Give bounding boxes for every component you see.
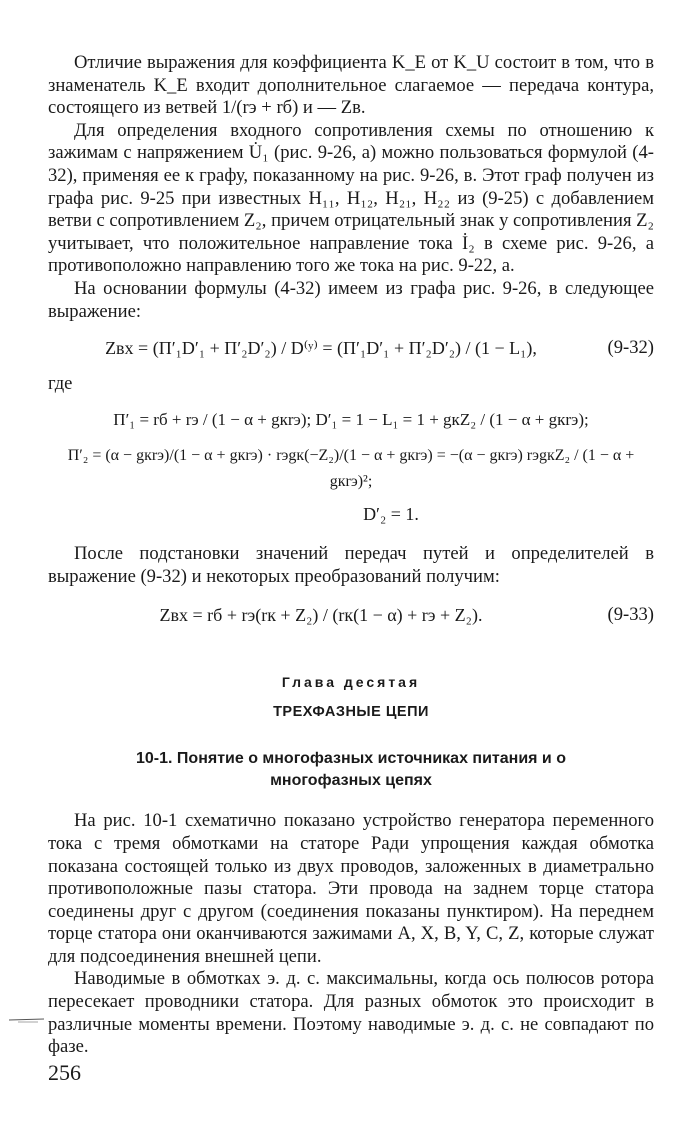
paragraph-2: Для определения входного сопротивления схемы по отношению к зажимам с напряжением U̇₁ (рис. 9-26, а) можно пользоваться формулой (4-32), применяя ее к графу, показанному на рис. 9-26, в. Этот граф получен из графа рис. 9-25 при известных H₁₁, H₁₂, H₂₁, H₂₂ из (9-25) с добавлением ветви с сопротивлением Z₂, причем отрицательный знак у сопротивления Z₂ учитывает, что положительное направление тока İ₂ в схеме рис. 9-26, а противоположно направлению того же тока на рис. 9-22, а. [48,119,654,277]
equation-pi2: П′₂ = (α − gкrэ)/(1 − α + gкrэ) · rэgк(−Z₂)/(1 − α + gкrэ) = −(α − gкrэ) rэgкZ₂ / (1 − α + gкrэ)²; [67,447,635,491]
paragraph-3: На основании формулы (4-32) имеем из графа рис. 9-26, в следующее выражение: [48,277,654,322]
chapter-label: Глава десятая [281,674,421,691]
paragraph-6: Наводимые в обмотках э. д. с. максимальны, когда ось полюсов ротора пересекает проводники статора. Для разных обмоток это происходит в различные моменты времени. Поэтому наводимые э. д. с. не совпадают по фазе. [48,968,654,1058]
equation-9-32 [48,335,654,361]
equation-d2: D′₂ = 1. [363,504,419,525]
page-body [48,52,654,1059]
equation-9-32-number: (9-32) [607,337,654,359]
equation-pi1: П′₁ = rб + rэ / (1 − α + gкrэ); D′₁ = 1 − L₁ = 1 + gкZ₂ / (1 − α + gкrэ); [113,410,589,430]
chapter-title: ТРЕХФАЗНЫЕ ЦЕПИ [273,704,429,721]
equation-9-33 [48,602,654,628]
paragraph-4: После подстановки значений передач путей и определителей в выражение (9-32) и некоторых преобразований получим: [48,543,654,587]
equation-9-33-body: Zвх = rб + rэ(rк + Z₂) / (rк(1 − α) + rэ + Z₂). [159,605,483,626]
equation-9-33-number: (9-33) [607,604,654,626]
paragraph-5: На рис. 10-1 схематично показано устройство генератора переменного тока с тремя обмотками на статоре Ради упрощения каждая обмотка показана состоящей только из двух проводов, заложенных в диаметрально противоположные пазы статора. Эти провода на заднем торце статора соединены друг с другом (соединения показаны пунктиром). На переднем торце статора они оканчиваются зажимами A, X, B, Y, C, Z, которые служат для подсоединения внешней цепи. [48,810,654,967]
paragraph-1: Отличие выражения для коэффициента K_E от K_U состоит в том, что в знаменатель K_E входит дополнительное слагаемое — передача контура, состоящего из ветвей 1/(rэ + rб) и — Zв. [48,52,654,119]
where-label: где [48,373,73,395]
equation-9-32-body: Zвх = (П′₁D′₁ + П′₂D′₂) / D⁽ʸ⁾ = (П′₁D′₁ + П′₂D′₂) / (1 − L₁), [105,338,537,359]
section-heading: 10-1. Понятие о многофазных источниках питания и о многофазных цепях [136,750,566,790]
margin-pencil-mark [8,1013,46,1023]
page-number: 256 [48,1060,81,1085]
